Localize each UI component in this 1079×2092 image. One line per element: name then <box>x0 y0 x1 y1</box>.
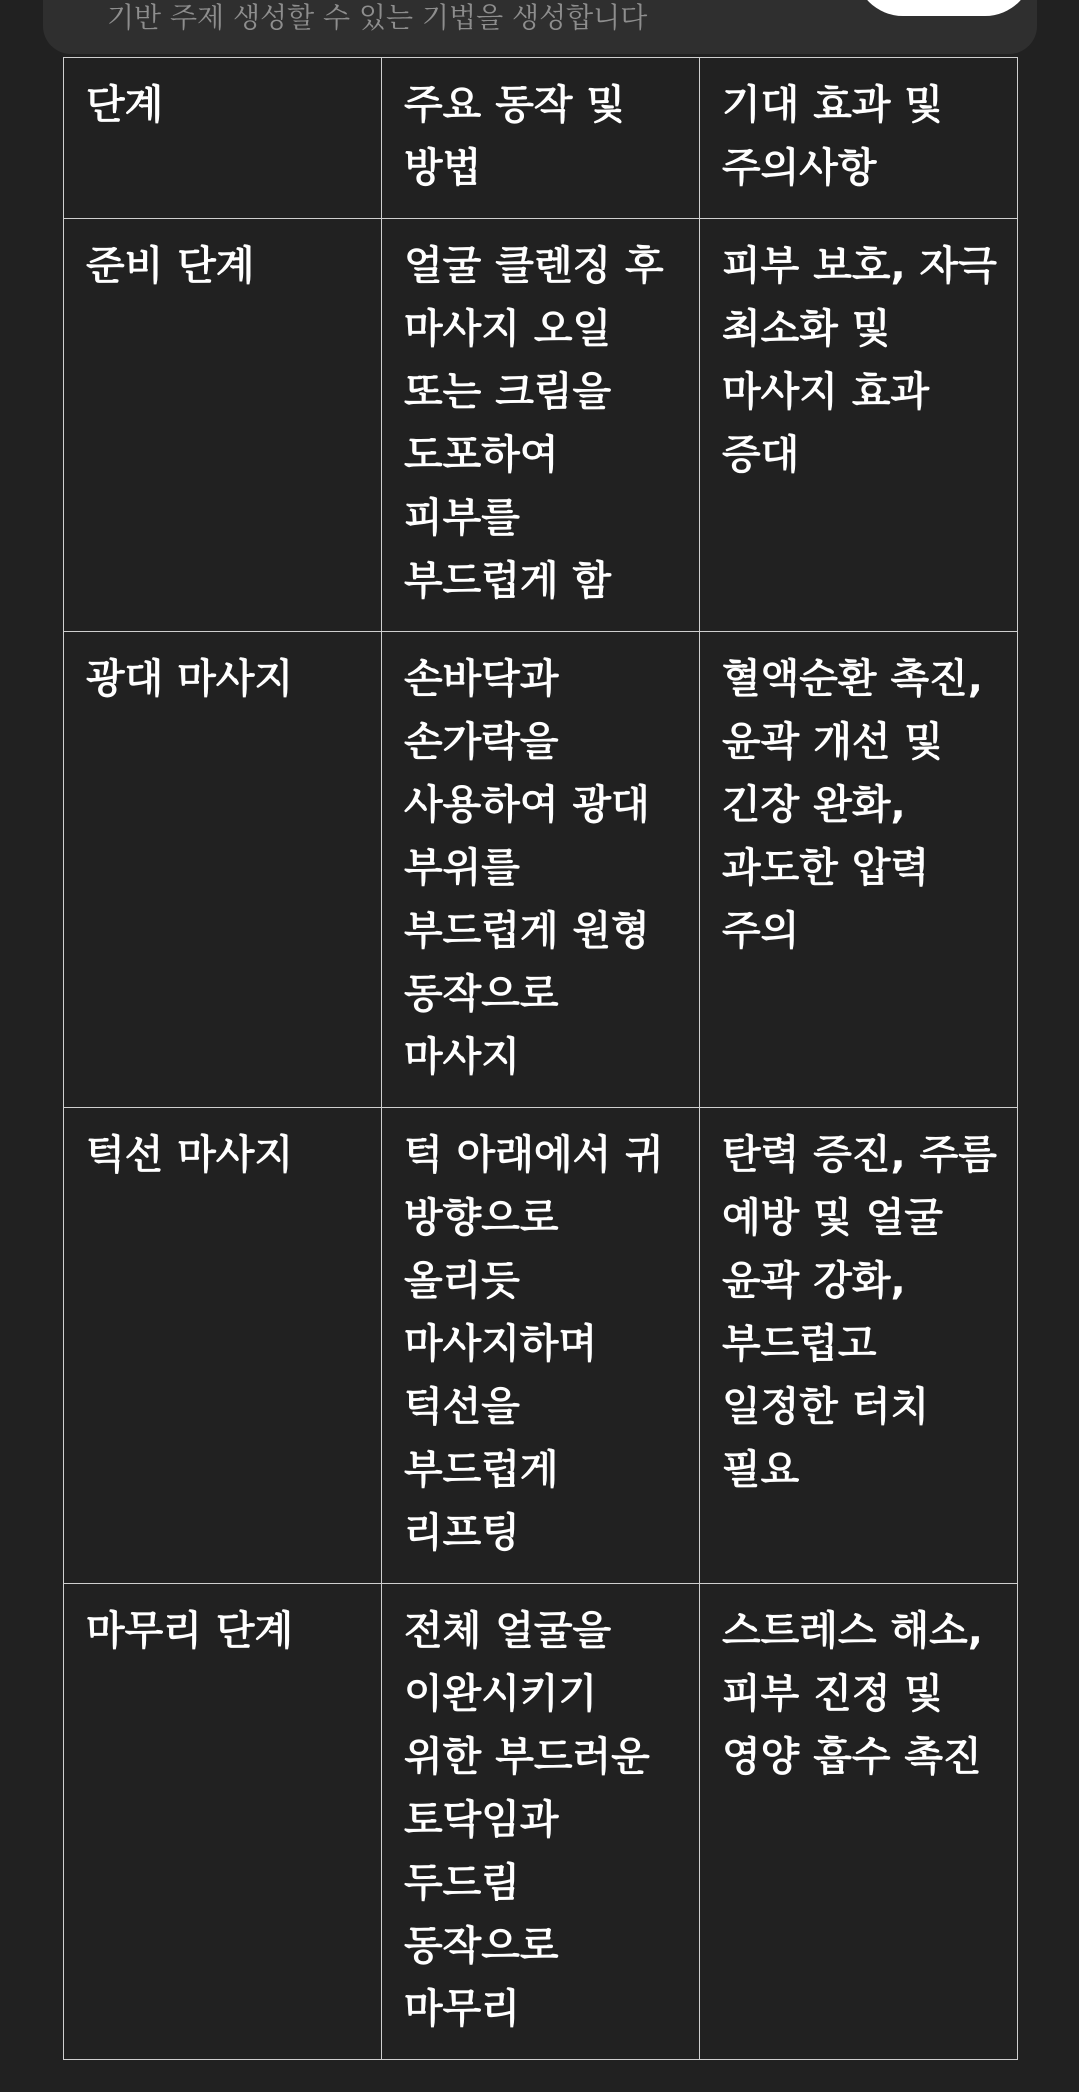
table-row <box>64 219 1018 632</box>
header-cell-step: 단계 <box>64 58 382 219</box>
send-button[interactable] <box>855 0 1033 16</box>
massage-steps-table <box>63 57 1018 2060</box>
table-row <box>64 632 1018 1108</box>
message-composer[interactable] <box>43 0 1037 54</box>
cell-step: 마무리 단계 <box>64 1584 382 2060</box>
response-table-container <box>63 57 1017 2060</box>
cell-effect: 탄력 증진, 주름 예방 및 얼굴 윤곽 강화, 부드럽고 일정한 터치 필요 <box>700 1108 1018 1584</box>
cell-effect: 스트레스 해소, 피부 진정 및 영양 흡수 촉진 <box>700 1584 1018 2060</box>
cell-method: 전체 얼굴을 이완시키기 위한 부드러운 토닥임과 두드림 동작으로 마무리 <box>382 1584 700 2060</box>
cell-method: 손바닥과 손가락을 사용하여 광대 부위를 부드럽게 원형 동작으로 마사지 <box>382 632 700 1108</box>
table-header-row <box>64 58 1018 219</box>
cell-step: 준비 단계 <box>64 219 382 632</box>
table-row <box>64 1584 1018 2060</box>
cell-effect: 혈액순환 촉진, 윤곽 개선 및 긴장 완화, 과도한 압력 주의 <box>700 632 1018 1108</box>
header-cell-effect: 기대 효과 및 주의사항 <box>700 58 1018 219</box>
cell-effect: 피부 보호, 자극 최소화 및 마사지 효과 증대 <box>700 219 1018 632</box>
table-row <box>64 1108 1018 1584</box>
header-cell-method: 주요 동작 및 방법 <box>382 58 700 219</box>
cell-step: 턱선 마사지 <box>64 1108 382 1584</box>
cell-step: 광대 마사지 <box>64 632 382 1108</box>
composer-hint-text: 기반 주제 생성할 수 있는 기법을 생성합니다 <box>107 1 648 34</box>
cell-method: 얼굴 클렌징 후 마사지 오일 또는 크림을 도포하여 피부를 부드럽게 함 <box>382 219 700 632</box>
cell-method: 턱 아래에서 귀 방향으로 올리듯 마사지하며 턱선을 부드럽게 리프팅 <box>382 1108 700 1584</box>
